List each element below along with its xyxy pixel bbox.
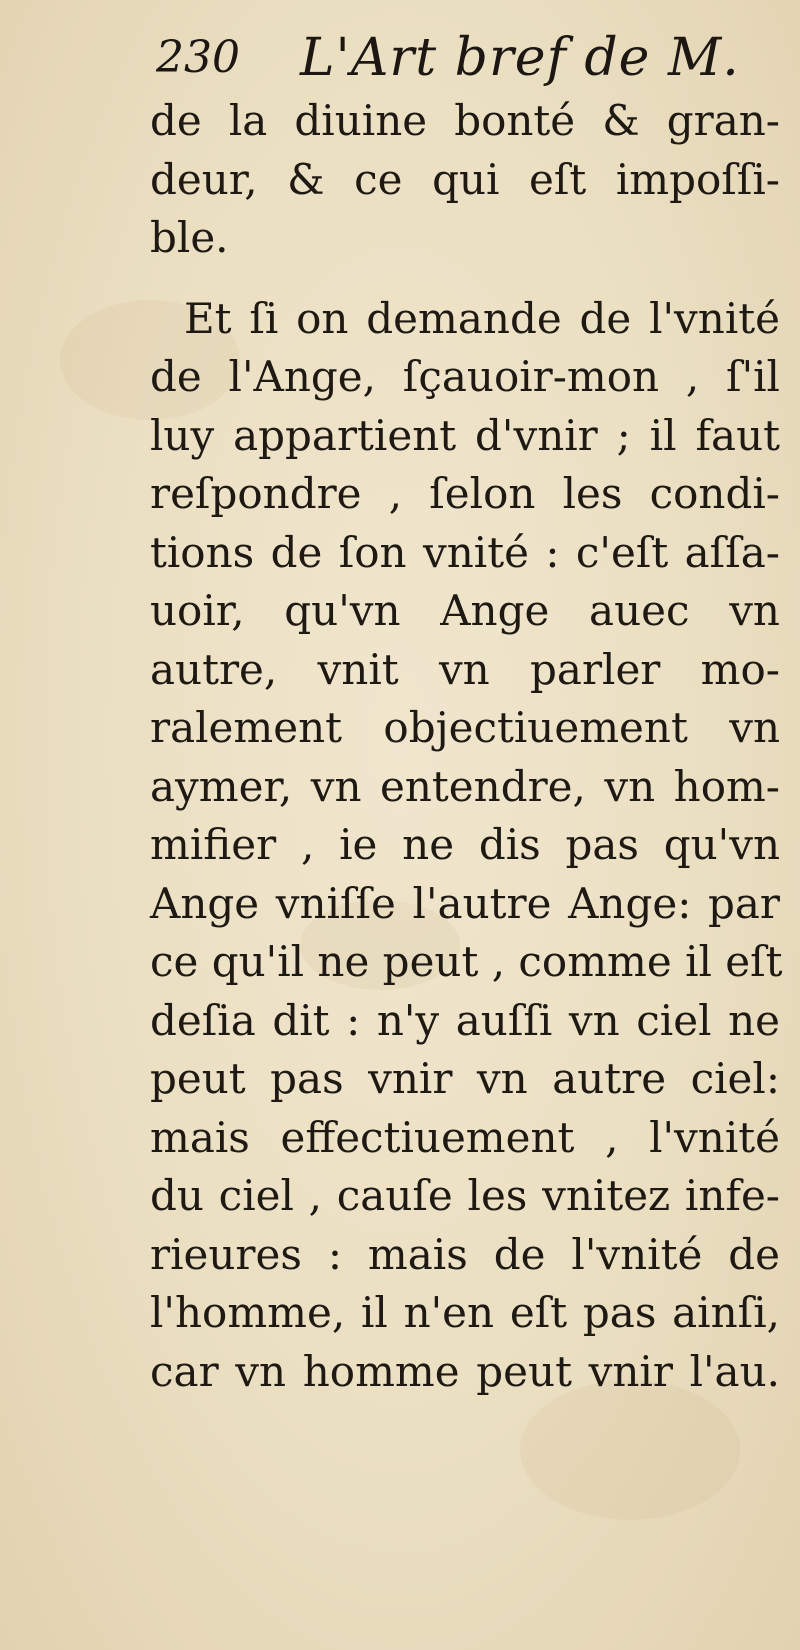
text-line: du ciel , cauſe les vnitez infe-	[150, 1171, 780, 1220]
text-line: ralement objectiuement vn	[150, 703, 780, 752]
paper-stain	[520, 1380, 740, 1520]
text-line: deſia dit : n'y auſſi vn ciel ne	[150, 995, 780, 1045]
text-line: rieures : mais de l'vnité de	[150, 1229, 780, 1279]
text-line: luy appartient d'vnir ; il faut	[150, 410, 780, 460]
text-line: reſpondre , ſelon les condi-	[150, 469, 780, 518]
body-text	[150, 92, 783, 1401]
text-line: aymer, vn entendre, vn hom-	[150, 761, 780, 811]
text-line: tions de ſon vnité : c'eſt aſſa-	[150, 527, 780, 577]
text-line: ce qu'il ne peut , comme il eſt	[150, 937, 783, 986]
page-number: 230	[156, 32, 240, 83]
text-line: mifier , ie ne dis pas qu'vn	[150, 820, 780, 869]
text-line: car vn homme peut vnir l'au.	[150, 1346, 780, 1396]
text-line: ble.	[150, 213, 229, 262]
text-line: de l'Ange, ſçauoir-mon , ſ'il	[150, 352, 780, 401]
running-header	[150, 28, 750, 98]
text-line: de la diuine bonté & gran-	[150, 96, 780, 145]
running-title: L'Art bref de M.	[300, 28, 740, 88]
text-line: deur, & ce qui eſt impoſſi-	[150, 154, 780, 204]
text-line: autre, vnit vn parler mo-	[150, 644, 780, 694]
text-line: peut pas vnir vn autre ciel:	[150, 1054, 780, 1103]
text-line: Ange vniſſe l'autre Ange: par	[150, 878, 780, 928]
text-line: mais effectiuement , l'vnité	[150, 1112, 780, 1162]
text-line: l'homme, il n'en eſt pas ainſi,	[150, 1288, 780, 1337]
text-line: uoir, qu'vn Ange auec vn	[150, 586, 780, 635]
text-line: Et ſi on demande de l'vnité	[184, 293, 780, 343]
